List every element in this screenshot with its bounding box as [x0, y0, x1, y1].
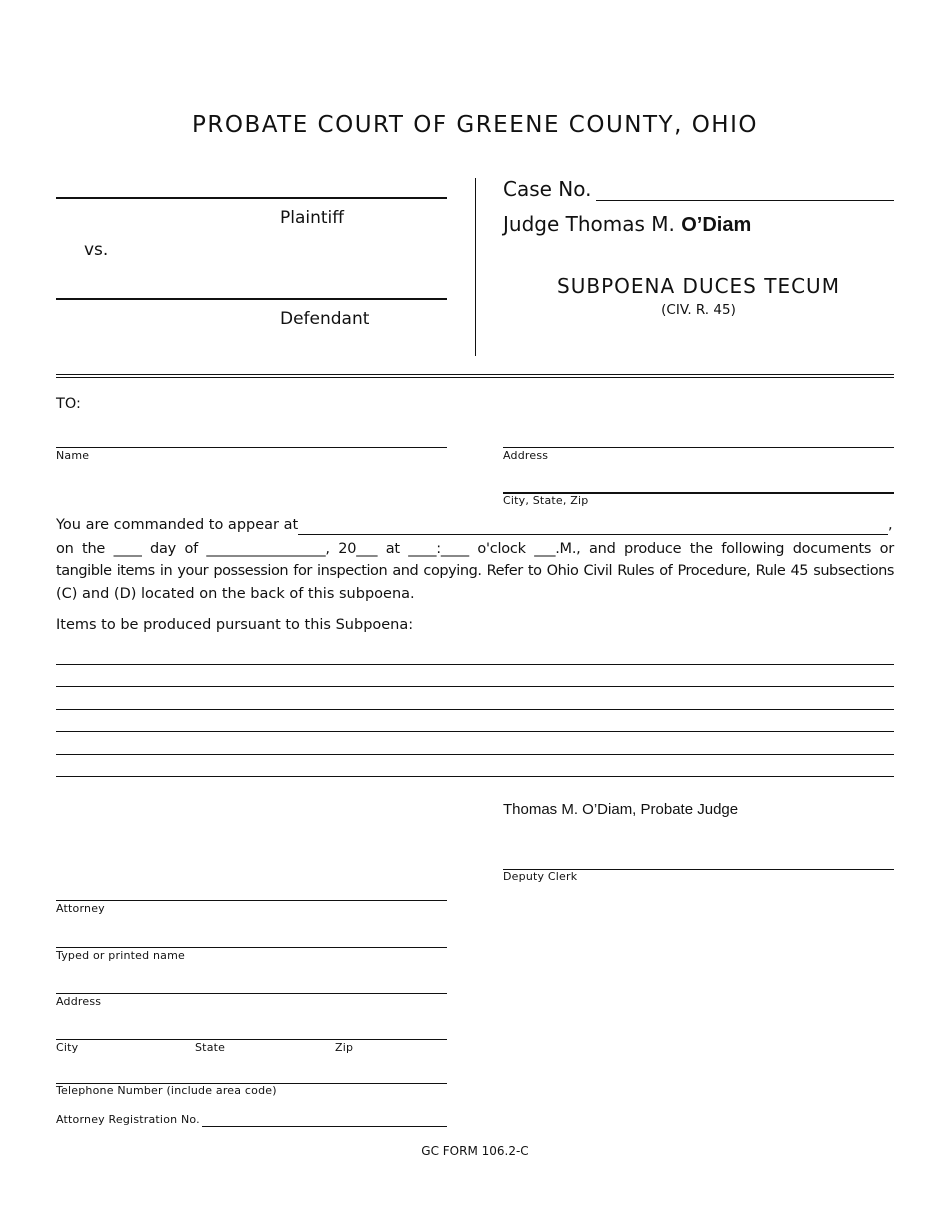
judge-signature-line: Thomas M. O’Diam, Probate Judge — [503, 801, 739, 818]
court-title: PROBATE COURT OF GREENE COUNTY, OHIO — [191, 112, 758, 138]
item-input-5[interactable] — [58, 735, 894, 753]
judge-name-bold: O’Diam — [681, 214, 752, 236]
registration-line — [202, 1126, 447, 1127]
defendant-line — [56, 298, 447, 300]
item-line-3 — [56, 709, 894, 710]
attorney-line — [56, 900, 447, 901]
registration-label: Attorney Registration No. — [56, 1113, 200, 1126]
telephone-input[interactable] — [58, 1065, 448, 1083]
deputy-clerk-label: Deputy Clerk — [503, 870, 578, 883]
item-line-4 — [56, 731, 894, 732]
attorney-address-input[interactable] — [58, 975, 448, 993]
item-line-1 — [56, 664, 894, 665]
state-label: State — [195, 1041, 226, 1054]
caption-divider — [475, 178, 476, 356]
case-no-line — [596, 200, 894, 201]
plaintiff-name-input[interactable] — [58, 178, 448, 196]
recipient-address-line — [503, 447, 894, 448]
item-input-1[interactable] — [58, 645, 894, 663]
plaintiff-label: Plaintiff — [280, 208, 344, 228]
items-label: Items to be produced pursuant to this Subpoena: — [56, 617, 414, 633]
plaintiff-line — [56, 197, 447, 199]
rule-reference: (CIV. R. 45) — [661, 302, 736, 318]
item-line-6 — [56, 776, 894, 777]
attorney-input[interactable] — [58, 882, 448, 900]
vs-label: vs. — [84, 240, 109, 260]
address-label: Address — [503, 449, 549, 462]
judge-prefix: Judge Thomas M. — [503, 212, 675, 236]
registration-input[interactable] — [204, 1108, 448, 1126]
appear-location-input[interactable] — [300, 516, 888, 534]
typed-name-line — [56, 947, 447, 948]
judge-line — [503, 212, 751, 237]
command-line-4: (C) and (D) located on the back of this subpoena. — [56, 586, 415, 602]
to-label: TO: — [56, 396, 81, 412]
form-title: SUBPOENA DUCES TECUM — [557, 274, 840, 298]
item-line-2 — [56, 686, 894, 687]
command-appear-text: You are commanded to appear at — [56, 517, 299, 533]
attorney-address-label: Address — [56, 995, 102, 1008]
defendant-name-input[interactable] — [58, 279, 448, 297]
recipient-address-input[interactable] — [505, 429, 895, 447]
command-line-1-end: , — [888, 517, 893, 533]
item-input-2[interactable] — [58, 668, 894, 686]
attorney-address-line — [56, 993, 447, 994]
name-label: Name — [56, 449, 90, 462]
recipient-name-line — [56, 447, 447, 448]
item-input-3[interactable] — [58, 690, 894, 708]
form-number: GC FORM 106.2-C — [421, 1144, 529, 1158]
zip-label: Zip — [335, 1041, 354, 1054]
recipient-city-state-zip-input[interactable] — [505, 474, 895, 492]
city-label: City — [56, 1041, 79, 1054]
command-line-2: on the ____ day of _________________, 20___ at ____:____ o'clock ___.M., and produce the following documents or — [56, 541, 894, 557]
case-no-input[interactable] — [598, 181, 894, 199]
attorney-city-state-zip-input[interactable] — [58, 1021, 448, 1039]
item-line-5 — [56, 754, 894, 755]
attorney-label: Attorney — [56, 902, 105, 915]
deputy-clerk-input[interactable] — [505, 851, 895, 869]
item-input-6[interactable] — [58, 758, 894, 776]
appear-location-line — [298, 534, 888, 535]
command-line-3: tangible items in your possession for inspection and copying. Refer to Ohio Civil Rules of Procedure, Rule 45 subsections — [56, 563, 894, 579]
city-state-zip-label: City, State, Zip — [503, 494, 589, 507]
section-rule-top — [56, 374, 894, 375]
defendant-label: Defendant — [280, 309, 370, 329]
typed-name-label: Typed or printed name — [56, 949, 185, 962]
item-input-4[interactable] — [58, 713, 894, 731]
section-rule-bottom — [56, 377, 894, 378]
typed-name-input[interactable] — [58, 929, 448, 947]
telephone-label: Telephone Number (include area code) — [56, 1084, 277, 1097]
case-no-label: Case No. — [503, 177, 592, 201]
attorney-city-line — [56, 1039, 447, 1040]
recipient-name-input[interactable] — [58, 429, 448, 447]
